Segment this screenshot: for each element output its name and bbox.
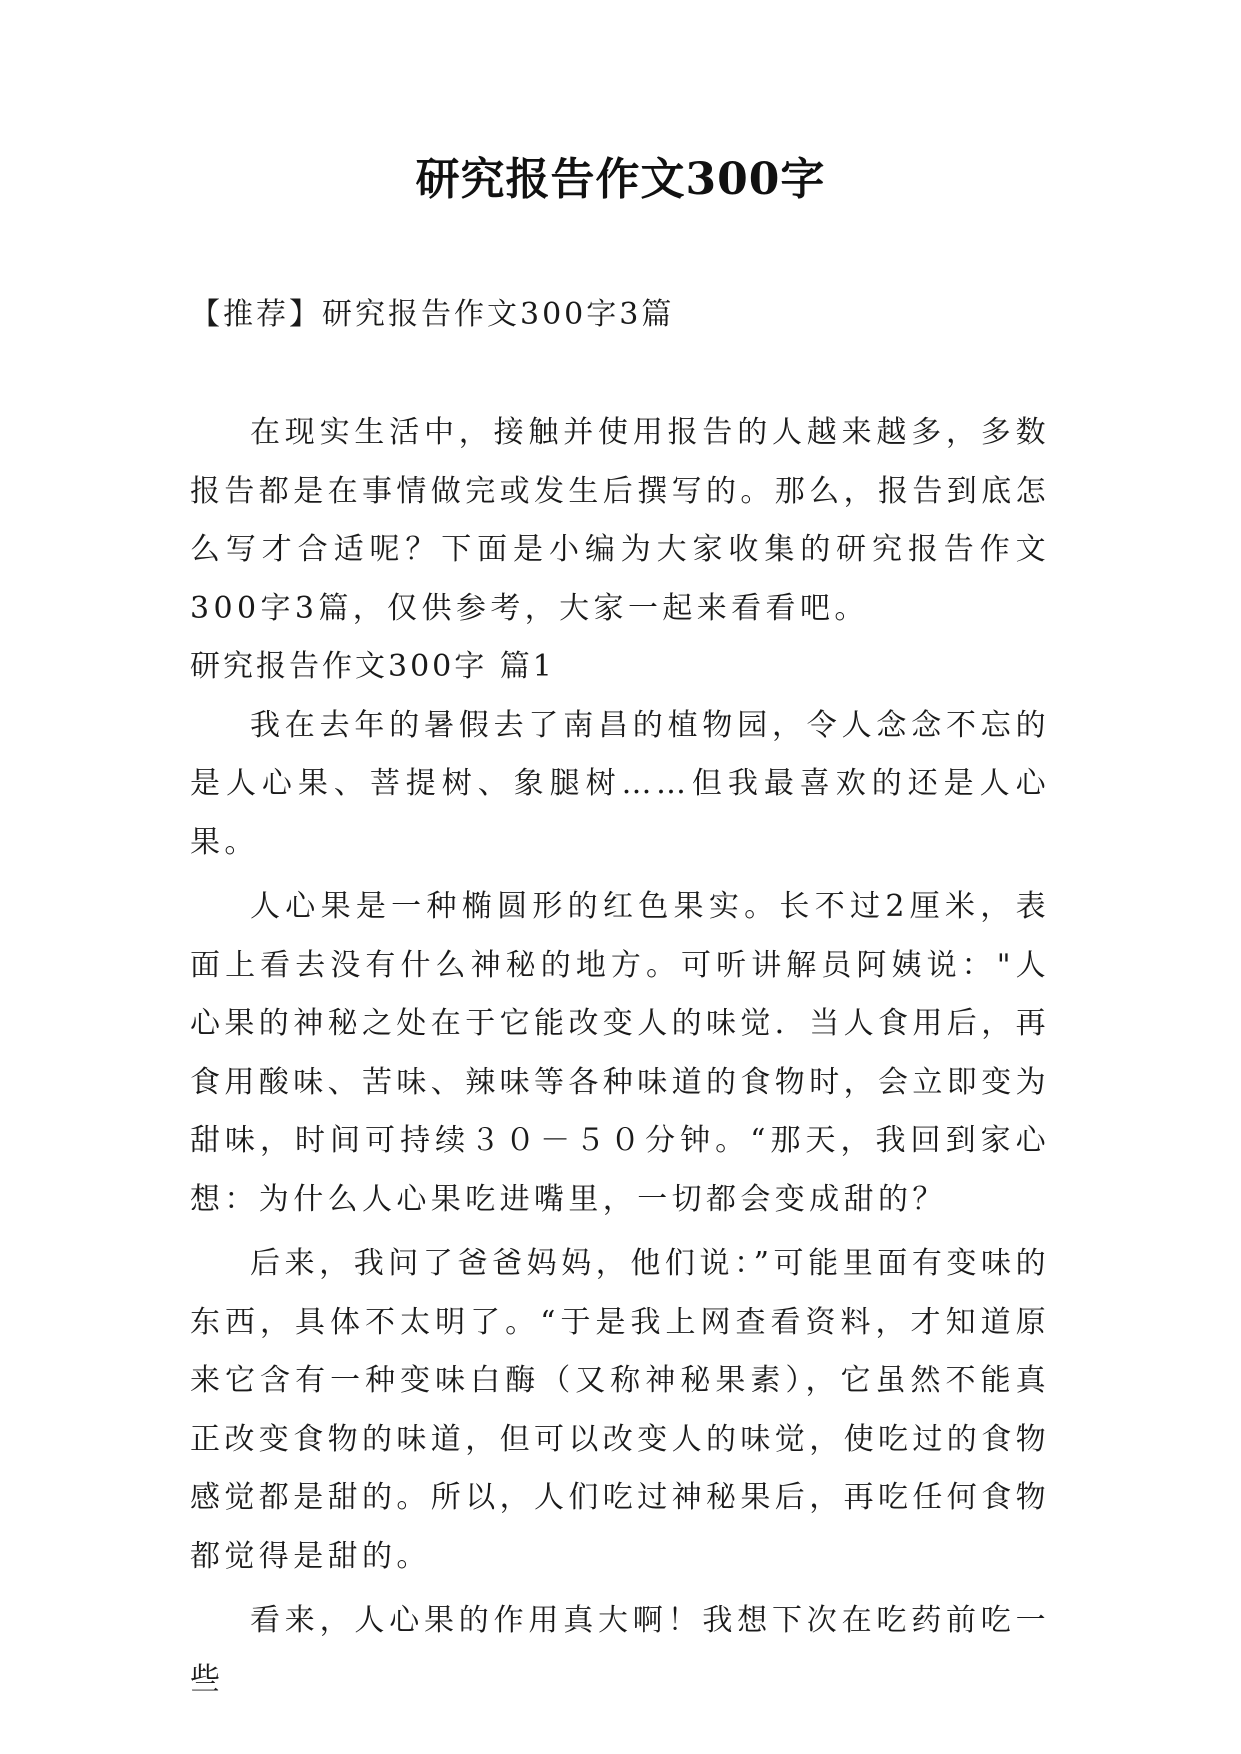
paragraph: 看来，人心果的作用真大啊！我想下次在吃药前吃一些 (190, 1603, 1050, 1697)
paragraph-intro: 在现实生活中，接触并使用报告的人越来越多，多数报告都是在事情做完或发生后撰写的。那么，报告到底怎么写才合适呢？下面是小编为大家收集的研究报告作文300字3篇，仅供参考，大家一起来看看吧。 (190, 415, 1050, 626)
section-heading: 研究报告作文300字 篇1 (190, 649, 555, 684)
document-title: 研究报告作文300字 (415, 154, 826, 205)
document-subtitle: 【推荐】研究报告作文300字3篇 (190, 297, 675, 332)
paragraph: 后来，我问了爸爸妈妈，他们说：”可能里面有变味的东西，具体不太明了。“于是我上网查看资料，才知道原来它含有一种变味白酶（又称神秘果素），它虽然不能真正改变食物的味道，但可以改变人的味觉，使吃过的食物感觉都是甜的。所以，人们吃过神秘果后，再吃任何食物都觉得是甜的。 (190, 1246, 1050, 1574)
document-body (190, 404, 1050, 1709)
paragraph: 人心果是一种椭圆形的红色果实。长不过2厘米，表面上看去没有什么神秘的地方。可听讲解员阿姨说："人心果的神秘之处在于它能改变人的味觉．当人食用后，再食用酸味、苦味、辣味等各种味道的食物时，会立即变为甜味，时间可持续３０－５０分钟。“那天，我回到家心想：为什么人心果吃进嘴里，一切都会变成甜的？ (190, 889, 1050, 1217)
paragraph: 我在去年的暑假去了南昌的植物园，令人念念不忘的是人心果、菩提树、象腿树……但我最喜欢的还是人心果。 (190, 707, 1050, 860)
